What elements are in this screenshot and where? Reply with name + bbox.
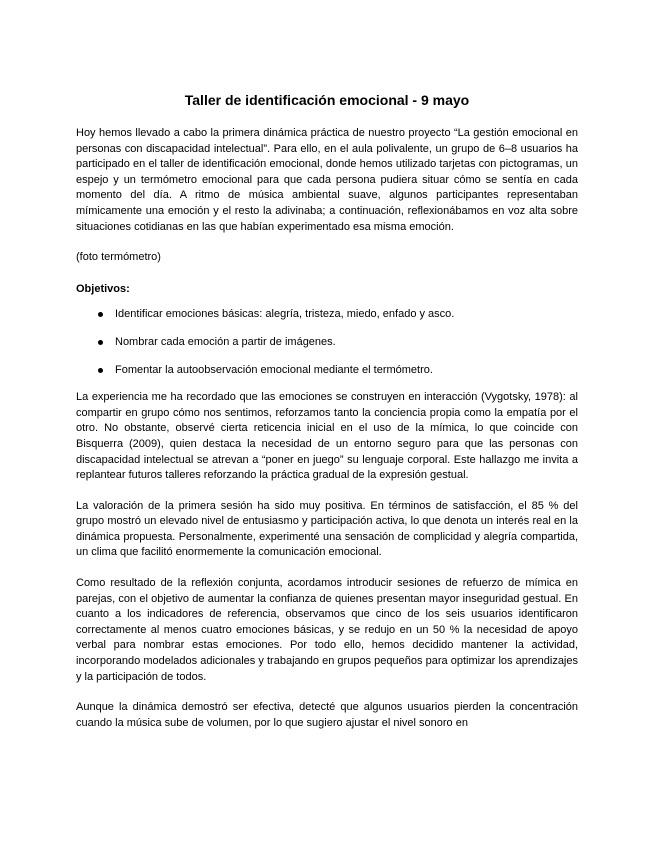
objectives-heading: Objetivos: [76,282,130,295]
reflection-paragraph: Como resultado de la reflexión conjunta, acordamos introducir sesiones de refuerzo de mímica en parejas, con el objetivo de aumentar la confianza de quienes presentan mayor inseguridad gestual. En cuanto a los indicadores de referencia, observamos que cinco de los seis usuarios identificaron correctamente al menos cuatro emociones básicas, y se redujo en un 50 % la necesidad de apoyo verbal para nombrar estas emociones. Por todo ello, hemos decidido mantener la actividad, incorporando modelados adicionales y trabajando en grupos pequeños para optimizar los aprendizajes y la participación de todos. [76,577,578,683]
objectives-list [76,307,578,378]
photo-placeholder-note: (foto termómetro) [76,251,161,264]
objective-item [76,307,578,323]
intro-paragraph: Hoy hemos llevado a cabo la primera dinámica práctica de nuestro proyecto “La gestión emocional en personas con discapacidad intelectual”. Para ello, en el aula polivalente, un grupo de 6–8 usuarios ha participado en el taller de identificación emocional, donde hemos utilizado tarjetas con pictogramas, un espejo y un termómetro emocional para que cada persona pudiera situar cómo se sentía en cada momento del día. A ritmo de música ambiental suave, algunos participantes representaban mímicamente una emoción y el resto la adivinaba; a continuación, reflexionábamos en voz alta sobre situaciones cotidianas en las que habían experimentado esa misma emoción. [76,127,578,233]
objective-text: Identificar emociones básicas: alegría, tristeza, miedo, enfado y asco. [115,308,455,321]
objective-item [76,335,578,351]
evaluation-paragraph: La valoración de la primera sesión ha sido muy positiva. En términos de satisfacción, el 85 % del grupo mostró un elevado nivel de entusiasmo y participación activa, lo que denota un interés real en la dinámica propuesta. Personalmente, experimenté una sensación de complicidad y alegría compartida, un clima que facilitó enormemente la comunicación emocional. [76,499,578,559]
bullet-icon [98,340,103,345]
bullet-icon [98,368,103,373]
document-body [76,92,578,746]
objective-text: Nombrar cada emoción a partir de imágenes. [115,335,336,348]
objective-item [76,363,578,379]
experience-paragraph: La experiencia me ha recordado que las emociones se construyen en interacción (Vygotsky, 1978): al compartir en grupo cómo nos sentimos, reforzamos tanto la conciencia propia como la empatía por el otro. No obstante, observé cierta reticencia inicial en el uso de la mímica, lo que coincide con Bisquerra (2009), quien destaca la necesidad de un entorno seguro para que las personas con discapacidad intelectual se atrevan a “poner en juego” su lenguaje corporal. Este hallazgo me invita a replantear futuros talleres reforzando la práctica gradual de la expresión gestual. [76,391,578,482]
bullet-icon [98,312,103,317]
document-title: Taller de identificación emocional - 9 mayo [184,92,470,108]
objective-text: Fomentar la autoobservación emocional mediante el termómetro. [115,363,433,376]
final-paragraph: Aunque la dinámica demostró ser efectiva, detecté que algunos usuarios pierden la concentración cuando la música sube de volumen, por lo que sugiero ajustar el nivel sonoro en [76,701,578,729]
